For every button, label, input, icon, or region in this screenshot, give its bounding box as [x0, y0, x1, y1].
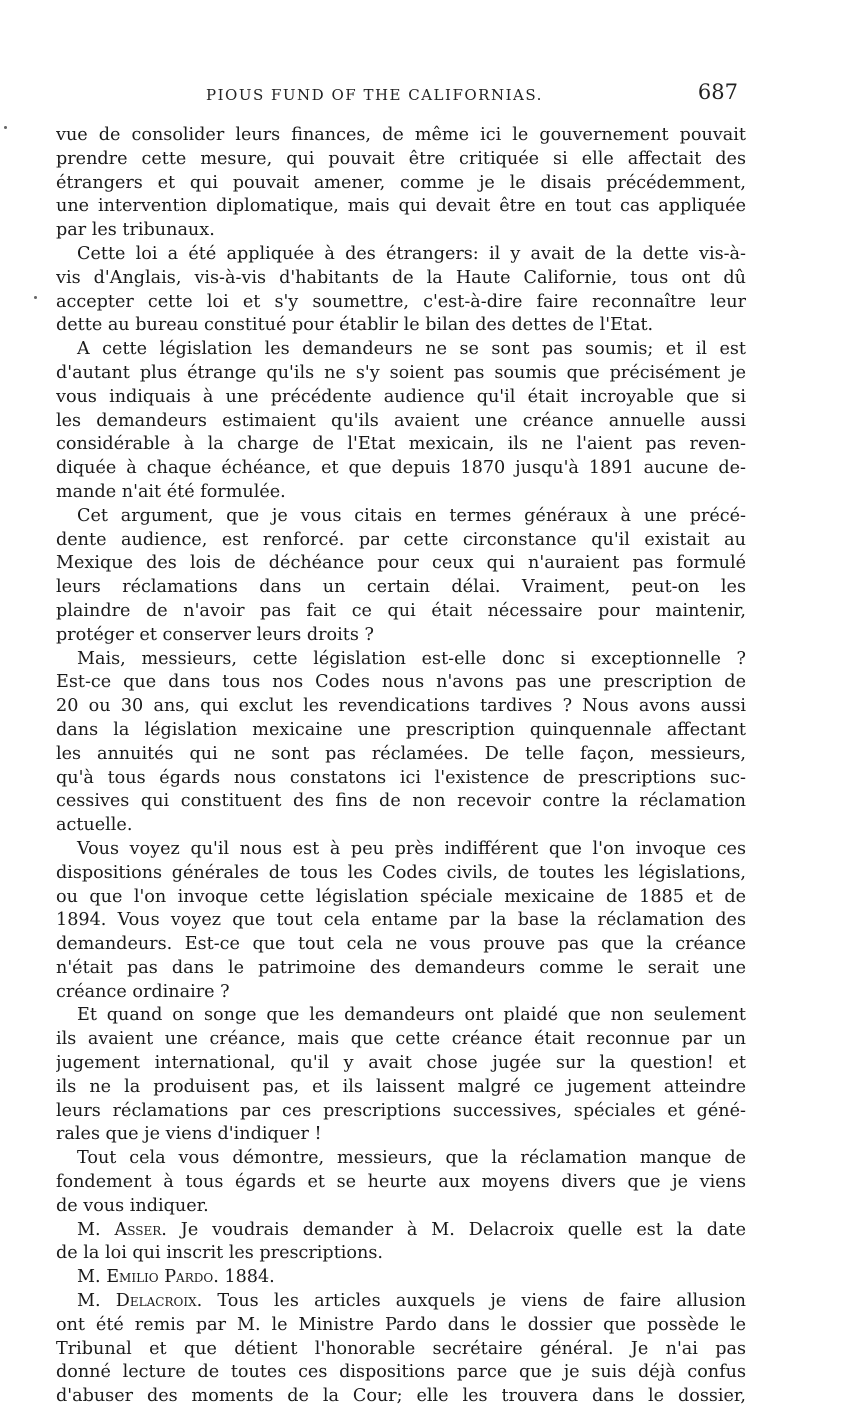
text-line: Cette loi a été appliquée à des étrangers: il y avait de la dette vis-à- — [77, 243, 746, 264]
text-line: Tribunal et que détient l'honorable secrétaire général. Je n'ai pas — [56, 1338, 746, 1359]
text-line: les annuités qui ne sont pas réclamées. De telle façon, messieurs, — [56, 743, 746, 764]
text-line: ils avaient une créance, mais que cette créance était reconnue par un — [56, 1029, 746, 1050]
text-line: leurs réclamations par ces prescriptions successives, spéciales et géné- — [56, 1100, 746, 1121]
running-header — [56, 80, 746, 110]
text-line: d'autant plus étrange qu'ils ne s'y soient pas soumis que précisément je — [56, 362, 746, 383]
text-line: donné lecture de toutes ces dispositions parce que je suis déjà confus — [56, 1362, 746, 1383]
text-line: étrangers et qui pouvait amener, comme je le disais précédemment, — [56, 172, 746, 193]
text-line-content: 1884. — [224, 1267, 275, 1288]
text-line: demandeurs. Est-ce que tout cela ne vous prouve pas que la créance — [56, 934, 746, 955]
text-line: par les tribunaux. — [56, 220, 215, 241]
speaker-name: M. Asser. — [77, 1219, 167, 1240]
text-line: protéger et conserver leurs droits ? — [56, 624, 374, 645]
text-line: dente audience, est renforcé. par cette circonstance qu'il existait au — [56, 529, 746, 550]
text-line: d'abuser des moments de la Cour; elle les trouvera dans le dossier, — [56, 1386, 746, 1407]
text-line: 20 ou 30 ans, qui exclut les revendications tardives ? Nous avons aussi — [56, 696, 746, 717]
text-line: de vous indiquer. — [56, 1195, 209, 1216]
page-number: 687 — [697, 80, 738, 104]
text-line: ils ne la produisent pas, et ils laissent malgré ce jugement atteindre — [56, 1076, 746, 1097]
text-line: rales que je viens d'indiquer ! — [56, 1124, 322, 1145]
margin-mark — [34, 296, 37, 299]
text-line: Mais, messieurs, cette législation est-elle donc si exceptionnelle ? — [77, 648, 746, 669]
text-line: Vous voyez qu'il nous est à peu près indifférent que l'on invoque ces — [77, 838, 746, 859]
text-line: diquée à chaque échéance, et que depuis 1870 jusqu'à 1891 aucune de- — [56, 458, 746, 479]
margin-mark — [4, 126, 7, 129]
text-line: Mexique des lois de déchéance pour ceux qui n'auraient pas formulé — [56, 553, 746, 574]
running-title: PIOUS FUND OF THE CALIFORNIAS. — [206, 86, 543, 104]
speaker-name: M. Delacroix. — [77, 1291, 203, 1312]
text-line: créance ordinaire ? — [56, 981, 230, 1002]
text-line: dans la législation mexicaine une prescription quinquennale affectant — [56, 719, 746, 740]
text-line: dette au bureau constitué pour établir le bilan des dettes de l'Etat. — [56, 315, 654, 336]
text-line: de la loi qui inscrit les prescriptions. — [56, 1243, 383, 1264]
text-line: plaindre de n'avoir pas fait ce qui était nécessaire pour maintenir, — [56, 600, 746, 621]
text-line: mande n'ait été formulée. — [56, 481, 286, 502]
text-line-with-speaker — [56, 1266, 746, 1290]
text-line: ont été remis par M. le Ministre Pardo dans le dossier que possède le — [56, 1314, 746, 1335]
text-line: Et quand on songe que les demandeurs ont plaidé que non seulement — [77, 1005, 746, 1026]
text-line: les demandeurs estimaient qu'ils avaient une créance annuelle aussi — [56, 410, 746, 431]
text-line: vue de consolider leurs finances, de même ici le gouvernement pouvait — [56, 125, 746, 145]
text-line-content: Tous les articles auxquels je viens de faire allusion — [217, 1291, 746, 1312]
text-line: une intervention diplomatique, mais qui devait être en tout cas appliquée — [56, 196, 746, 217]
text-line: Tout cela vous démontre, messieurs, que la réclamation manque de — [77, 1148, 746, 1169]
text-line: actuelle. — [56, 815, 133, 836]
text-line-content: Je voudrais demander à M. Delacroix quelle est la date — [180, 1219, 746, 1240]
text-line: vous indiquais à une précédente audience qu'il était incroyable que si — [56, 386, 746, 407]
text-line: A cette législation les demandeurs ne se sont pas soumis; et il est — [77, 339, 746, 360]
body-text — [56, 124, 746, 1409]
text-line: 1894. Vous voyez que tout cela entame par la base la réclamation des — [56, 910, 746, 931]
text-line-with-speaker — [56, 1290, 746, 1314]
text-line: Est-ce que dans tous nos Codes nous n'avons pas une prescription de — [56, 672, 746, 693]
text-line: cessives qui constituent des fins de non recevoir contre la réclamation — [56, 791, 746, 812]
text-line: dispositions générales de tous les Codes civils, de toutes les législations, — [56, 862, 746, 883]
text-line: fondement à tous égards et se heurte aux moyens divers que je viens — [56, 1172, 746, 1193]
text-line: prendre cette mesure, qui pouvait être critiquée si elle affectait des — [56, 148, 746, 169]
text-line: leurs réclamations dans un certain délai. Vraiment, peut-on les — [56, 577, 746, 598]
text-line: considérable à la charge de l'Etat mexicain, ils ne l'aient pas reven- — [56, 434, 746, 455]
text-line: n'était pas dans le patrimoine des demandeurs comme le serait une — [56, 957, 746, 978]
text-line: jugement international, qu'il y avait chose jugée sur la question! et — [56, 1053, 746, 1074]
speaker-name: M. Emilio Pardo. — [77, 1267, 219, 1288]
text-line: Cet argument, que je vous citais en termes généraux à une précé- — [77, 505, 746, 526]
text-line: ou que l'on invoque cette législation spéciale mexicaine de 1885 et de — [56, 886, 746, 907]
text-line-with-speaker — [56, 1219, 746, 1243]
text-line: accepter cette loi et s'y soumettre, c'est-à-dire faire reconnaître leur — [56, 291, 746, 312]
text-line: vis d'Anglais, vis-à-vis d'habitants de la Haute Californie, tous ont dû — [56, 267, 746, 288]
text-line: qu'à tous égards nous constatons ici l'existence de prescriptions suc- — [56, 767, 746, 788]
